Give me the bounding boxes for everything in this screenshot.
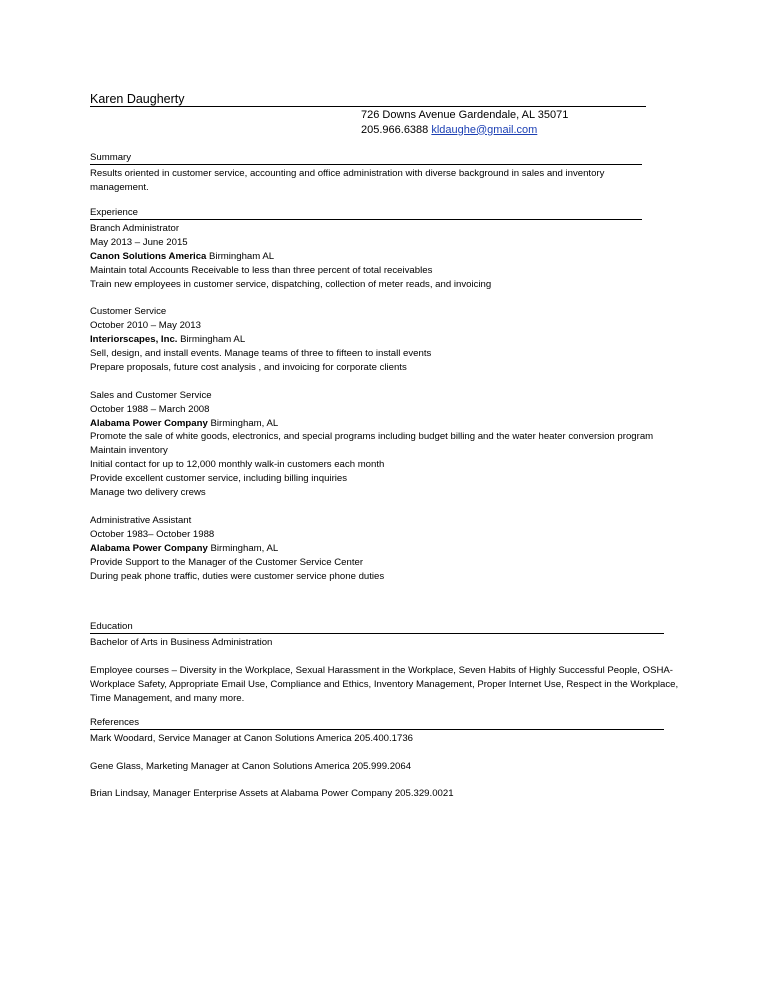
- education-section: [90, 621, 679, 705]
- summary-heading: Summary: [90, 152, 642, 165]
- job-dates: October 1983– October 1988: [90, 528, 215, 540]
- phone-email-line: [361, 123, 568, 138]
- job-entry: [90, 305, 642, 375]
- company-location: Birmingham, AL: [207, 542, 279, 554]
- contact-block: [361, 108, 568, 137]
- spacer: [90, 291, 642, 305]
- spacer: [90, 746, 664, 760]
- address: 726 Downs Avenue Gardendale, AL 35071: [361, 109, 569, 121]
- summary-section: [90, 152, 642, 195]
- job-employer: [90, 333, 642, 347]
- job-duty: Maintain inventory: [90, 445, 168, 457]
- job-duty: Provide excellent customer service, including billing inquiries: [90, 473, 348, 485]
- phone: 205.966.6388: [361, 123, 429, 136]
- reference-entry: Brian Lindsay, Manager Enterprise Assets at Alabama Power Company 205.329.0021: [90, 788, 454, 800]
- company-name: Alabama Power Company: [90, 542, 208, 554]
- email-link[interactable]: kldaughe@gmail.com: [431, 123, 538, 136]
- job-title: Administrative Assistant: [90, 514, 192, 526]
- job-duty: During peak phone traffic, duties were customer service phone duties: [90, 570, 385, 582]
- references-heading: References: [90, 717, 664, 730]
- job-dates: October 1988 – March 2008: [90, 403, 210, 415]
- spacer: [90, 500, 642, 514]
- reference-entry: Gene Glass, Marketing Manager at Canon Solutions America 205.999.2064: [90, 760, 412, 772]
- job-title: Customer Service: [90, 306, 167, 318]
- job-duty: Prepare proposals, future cost analysis , and invoicing for corporate clients: [90, 361, 407, 373]
- job-duty: Initial contact for up to 12,000 monthly walk-in customers each month: [90, 459, 385, 471]
- job-employer: [90, 417, 642, 431]
- job-duty: Maintain total Accounts Receivable to less than three percent of total receivables: [90, 264, 433, 276]
- job-duty: Provide Support to the Manager of the Customer Service Center: [90, 556, 364, 568]
- references-section: [90, 717, 664, 801]
- company-location: Birmingham AL: [206, 250, 275, 262]
- resume-name: Karen Daugherty: [90, 92, 646, 107]
- job-title: Branch Administrator: [90, 222, 180, 234]
- company-name: Alabama Power Company: [90, 417, 208, 429]
- employee-courses: Employee courses – Diversity in the Workplace, Sexual Harassment in the Workplace, Seven Habits of Highly Successful People, OSHA-Workplace Safety, Appropriate Email Use, Compliance and Ethics, Inventory Management, Proper Internet Use, Respect in the Workplace, Time Management, and many more.: [90, 664, 679, 704]
- job-duty: Train new employees in customer service, dispatching, collection of meter reads, and invoicing: [90, 278, 492, 290]
- job-entry: [90, 389, 654, 500]
- experience-section: [90, 207, 654, 583]
- job-entry: [90, 222, 642, 292]
- education-heading: Education: [90, 621, 664, 634]
- job-entry: [90, 514, 642, 584]
- job-duty: Sell, design, and install events. Manage teams of three to fifteen to install events: [90, 348, 432, 360]
- company-location: Birmingham AL: [177, 334, 246, 346]
- company-location: Birmingham, AL: [207, 417, 279, 429]
- spacer: [90, 650, 664, 664]
- job-duty: Manage two delivery crews: [90, 487, 206, 499]
- job-dates: October 2010 – May 2013: [90, 320, 201, 332]
- company-name: Canon Solutions America: [90, 250, 207, 262]
- spacer: [90, 375, 642, 389]
- job-dates: May 2013 – June 2015: [90, 236, 188, 248]
- degree: Bachelor of Arts in Business Administration: [90, 636, 273, 648]
- spacer: [90, 774, 664, 788]
- reference-entry: Mark Woodard, Service Manager at Canon Solutions America 205.400.1736: [90, 732, 413, 744]
- job-title: Sales and Customer Service: [90, 389, 212, 401]
- company-name: Interiorscapes, Inc.: [90, 334, 178, 346]
- job-duty: Promote the sale of white goods, electronics, and special programs including budget billing and the water heater conversion program: [90, 431, 654, 443]
- summary-text: Results oriented in customer service, accounting and office administration with diverse background in sales and inventory management.: [90, 167, 605, 193]
- job-employer: [90, 542, 642, 556]
- experience-heading: Experience: [90, 207, 642, 220]
- job-employer: [90, 250, 642, 264]
